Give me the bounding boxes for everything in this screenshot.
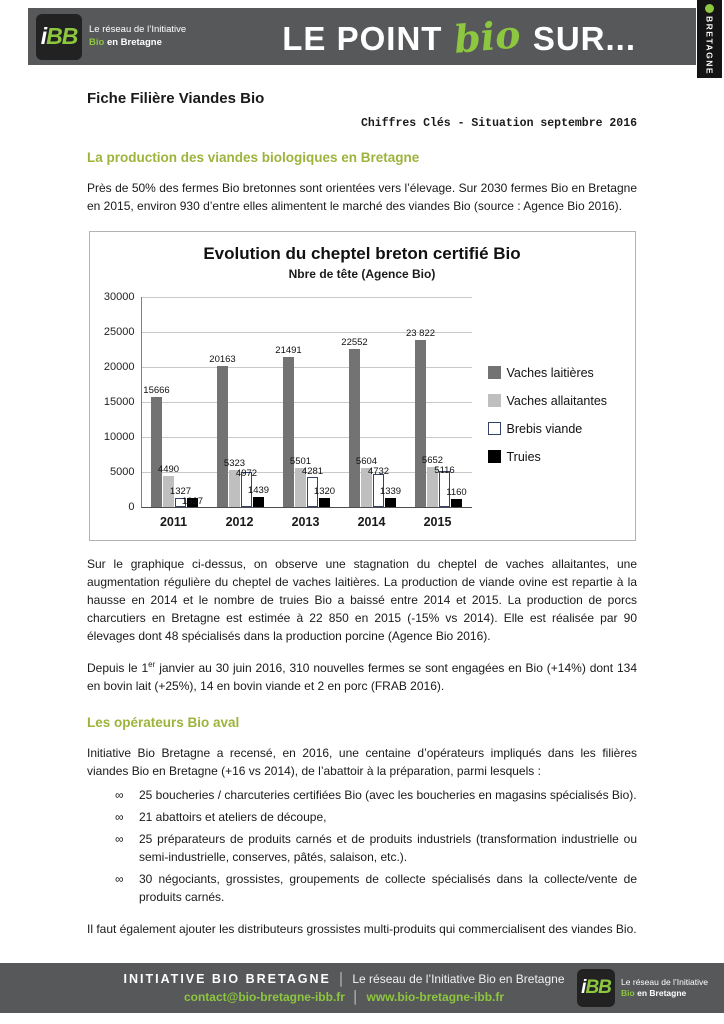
chart-bar — [151, 397, 162, 507]
legend-label: Vaches laitières — [506, 365, 594, 380]
chart-bar — [253, 497, 264, 507]
bretagne-side-tab — [697, 0, 722, 78]
list-item — [115, 870, 637, 906]
chart-title: Evolution du cheptel breton certifié Bio — [203, 244, 521, 263]
logo-bretagne-word: en Bretagne — [634, 988, 687, 998]
bar-value-label: 23 822 — [405, 328, 436, 339]
bar-value-label: 20163 — [209, 354, 236, 365]
logo-mark-bb: BB — [585, 977, 611, 998]
paragraph-intro: Près de 50% des fermes Bio bretonnes sont orientées vers l’élevage. Sur 2030 fermes Bio en Bretagne en 2015, environ 930 d’entre elles alimentent le marché des viandes Bio (source : Agence Bio 2016). — [87, 181, 637, 213]
bar-value-label: 15666 — [143, 385, 170, 396]
legend-item — [488, 450, 608, 464]
header-banner — [28, 8, 696, 65]
chart-bar — [385, 498, 396, 507]
new-farms-post: janvier au 30 juin 2016, 310 nouvelles fermes se sont engagées en Bio (+14%) dont 134 en bovin lait (+25%), 14 en bovin viande et 2 en porc (FRAB 2016). — [87, 661, 637, 693]
legend-label: Brebis viande — [506, 421, 583, 436]
logo-mark-bb: BB — [46, 23, 78, 49]
chart-x-axis — [141, 508, 471, 532]
list-item — [115, 786, 637, 804]
footer-brand: INITIATIVE BIO BRETAGNE — [123, 972, 331, 986]
ibb-logo — [36, 14, 186, 60]
infinity-bullet-icon: ∞ — [115, 832, 124, 846]
legend-label: Truies — [506, 449, 541, 464]
list-item-text: 21 abattoirs et ateliers de découpe, — [139, 810, 327, 824]
x-tick-label: 2012 — [225, 515, 254, 529]
list-item-text: 25 boucheries / charcuteries certifiées Bio (avec les boucheries en magasins spécialisés Bio). — [139, 788, 637, 802]
paragraph-operators-intro: Initiative Bio Bretagne a recensé, en 2016, une centaine d’opérateurs impliqués dans les filières viandes Bio en Bretagne (+16 vs 2014), de l’abattoir à la préparation, parmi lesquels : — [87, 746, 637, 778]
bar-value-label: 4972 — [235, 468, 258, 479]
y-tick-label: 20000 — [103, 361, 135, 373]
logo-line2 — [89, 37, 186, 50]
logo-line1: Le réseau de l’Initiative — [89, 23, 187, 35]
bar-value-label: 5116 — [434, 465, 455, 476]
x-tick-label: 2014 — [357, 515, 386, 529]
operators-list — [87, 786, 637, 906]
y-tick-label: 5000 — [110, 466, 135, 478]
chart-legend — [488, 297, 608, 532]
legend-marker — [488, 422, 501, 435]
paragraph-analysis: Sur le graphique ci-dessus, on observe une stagnation du cheptel de vaches allaitantes, une augmentation régulière du cheptel de vaches laitières. La production de viande ovine est repartie à la hausse en 2014 et le nombre de truies Bio a baissé entre 2014 et 2015. La production de porcs charcutiers en Bretagne est estimée à 22 850 en 2015 (-15% vs 2014). Elle est réalisée par 90 élevages dont 48 spécialisés dans la production porcine (Agence Bio 2016). — [87, 557, 637, 643]
chart-y-axis — [97, 291, 141, 513]
footer-line2 — [184, 990, 504, 1004]
chart-body — [97, 291, 628, 532]
logo-text — [89, 24, 186, 50]
bar-value-label: 4490 — [157, 464, 180, 475]
footer-ibb-logo — [577, 969, 708, 1007]
footer-website-link[interactable]: www.bio-bretagne-ibb.fr — [366, 990, 505, 1004]
list-item-text: 30 négociants, grossistes, groupements de collecte spécialisés dans la collecte/vente de produits carnés. — [139, 872, 637, 904]
chart-bar — [451, 499, 462, 507]
y-tick-label: 15000 — [103, 396, 135, 408]
footer-banner — [0, 963, 724, 1013]
legend-marker — [488, 366, 501, 379]
page-title: Fiche Filière Viandes Bio — [87, 90, 265, 107]
footer-email-link[interactable]: contact@bio-bretagne-ibb.fr — [183, 990, 345, 1004]
sur-text: SUR... — [532, 20, 636, 57]
bar-value-label: 1327 — [181, 496, 204, 507]
logo-line1: Le réseau de l’Initiative — [621, 976, 708, 987]
section-heading-production: La production des viandes biologiques en Bretagne — [87, 150, 420, 165]
paragraph-new-farms — [87, 659, 637, 695]
infinity-bullet-icon: ∞ — [115, 810, 124, 824]
y-tick-label: 10000 — [103, 431, 135, 443]
y-tick-label: 25000 — [103, 326, 135, 338]
y-tick-label: 30000 — [103, 291, 135, 303]
bar-value-label: 22552 — [341, 337, 368, 348]
section-heading-operators: Les opérateurs Bio aval — [87, 715, 240, 730]
ibb-logo-icon — [577, 969, 615, 1007]
infinity-bullet-icon: ∞ — [115, 788, 124, 802]
logo-line2 — [621, 988, 708, 999]
bar-value-label: 1439 — [247, 485, 270, 496]
bar-value-label: 1339 — [379, 486, 402, 497]
chart-bar — [217, 366, 228, 507]
chart-bar — [319, 498, 330, 507]
header-title — [282, 11, 636, 62]
bar-value-label: 21491 — [275, 345, 302, 356]
ordinal-superscript: er — [148, 660, 156, 669]
bar-value-label: 5501 — [289, 456, 312, 467]
y-tick-label: 0 — [128, 501, 135, 513]
footer-separator: │ — [351, 990, 360, 1004]
chart-subtitle: Nbre de tête (Agence Bio) — [288, 267, 436, 281]
x-tick-label: 2015 — [423, 515, 452, 529]
legend-item — [488, 422, 608, 436]
bio-script-text: bio — [452, 11, 523, 62]
infinity-bullet-icon: ∞ — [115, 872, 124, 886]
bar-value-label: 1327 — [169, 486, 192, 497]
new-farms-pre: Depuis le 1 — [87, 661, 149, 675]
x-tick-label: 2013 — [291, 515, 320, 529]
bar-value-label: 5323 — [223, 458, 246, 469]
chart-plot-area — [141, 297, 472, 508]
list-item-text: 25 préparateurs de produits carnés et de produits industriels (transformation industrielle ou semi-industrielle, conserves, pâtés, salaison, etc.). — [139, 832, 637, 864]
chart-plot-column — [141, 297, 472, 532]
bar-value-label: 5604 — [355, 456, 378, 467]
bretagne-tab-label: BRETAGNE — [704, 16, 715, 76]
footer-separator: │ — [337, 972, 346, 986]
bar-value-label: 1320 — [313, 486, 336, 497]
bar-value-label: 4281 — [301, 466, 324, 477]
logo-text — [621, 977, 708, 1000]
bar-value-label: 5652 — [421, 455, 444, 466]
list-item — [115, 830, 637, 866]
list-item — [115, 808, 637, 826]
gridline — [142, 297, 472, 298]
ibb-logo-icon — [36, 14, 82, 60]
logo-mark-i: i — [581, 977, 586, 998]
logo-bio-word: Bio — [621, 988, 635, 998]
bar-value-label: 1160 — [446, 487, 467, 498]
legend-label: Vaches allaitantes — [506, 393, 608, 408]
x-tick-label: 2011 — [159, 515, 188, 529]
logo-bretagne-word: en Bretagne — [104, 36, 162, 48]
legend-item — [488, 394, 608, 408]
cheptel-chart — [89, 231, 636, 541]
bar-value-label: 4732 — [367, 466, 390, 477]
footer-line1 — [124, 972, 565, 986]
legend-item — [488, 366, 608, 380]
logo-bio-word: Bio — [89, 36, 105, 48]
chart-bar — [283, 357, 294, 507]
logo-mark-i: i — [40, 23, 47, 49]
chart-bar — [415, 340, 426, 507]
tab-logo-dot-icon — [705, 4, 714, 13]
le-point-text: LE POINT — [282, 20, 443, 57]
footer-tagline: Le réseau de l’Initiative Bio en Bretagne — [352, 972, 565, 986]
legend-marker — [488, 394, 501, 407]
paragraph-distributors: Il faut également ajouter les distributeurs grossistes multi-produits qui commercialisent des viandes Bio. — [87, 922, 637, 936]
chart-bar — [349, 349, 360, 507]
legend-marker — [488, 450, 501, 463]
doc-subtitle: Chiffres Clés - Situation septembre 2016 — [360, 117, 637, 130]
